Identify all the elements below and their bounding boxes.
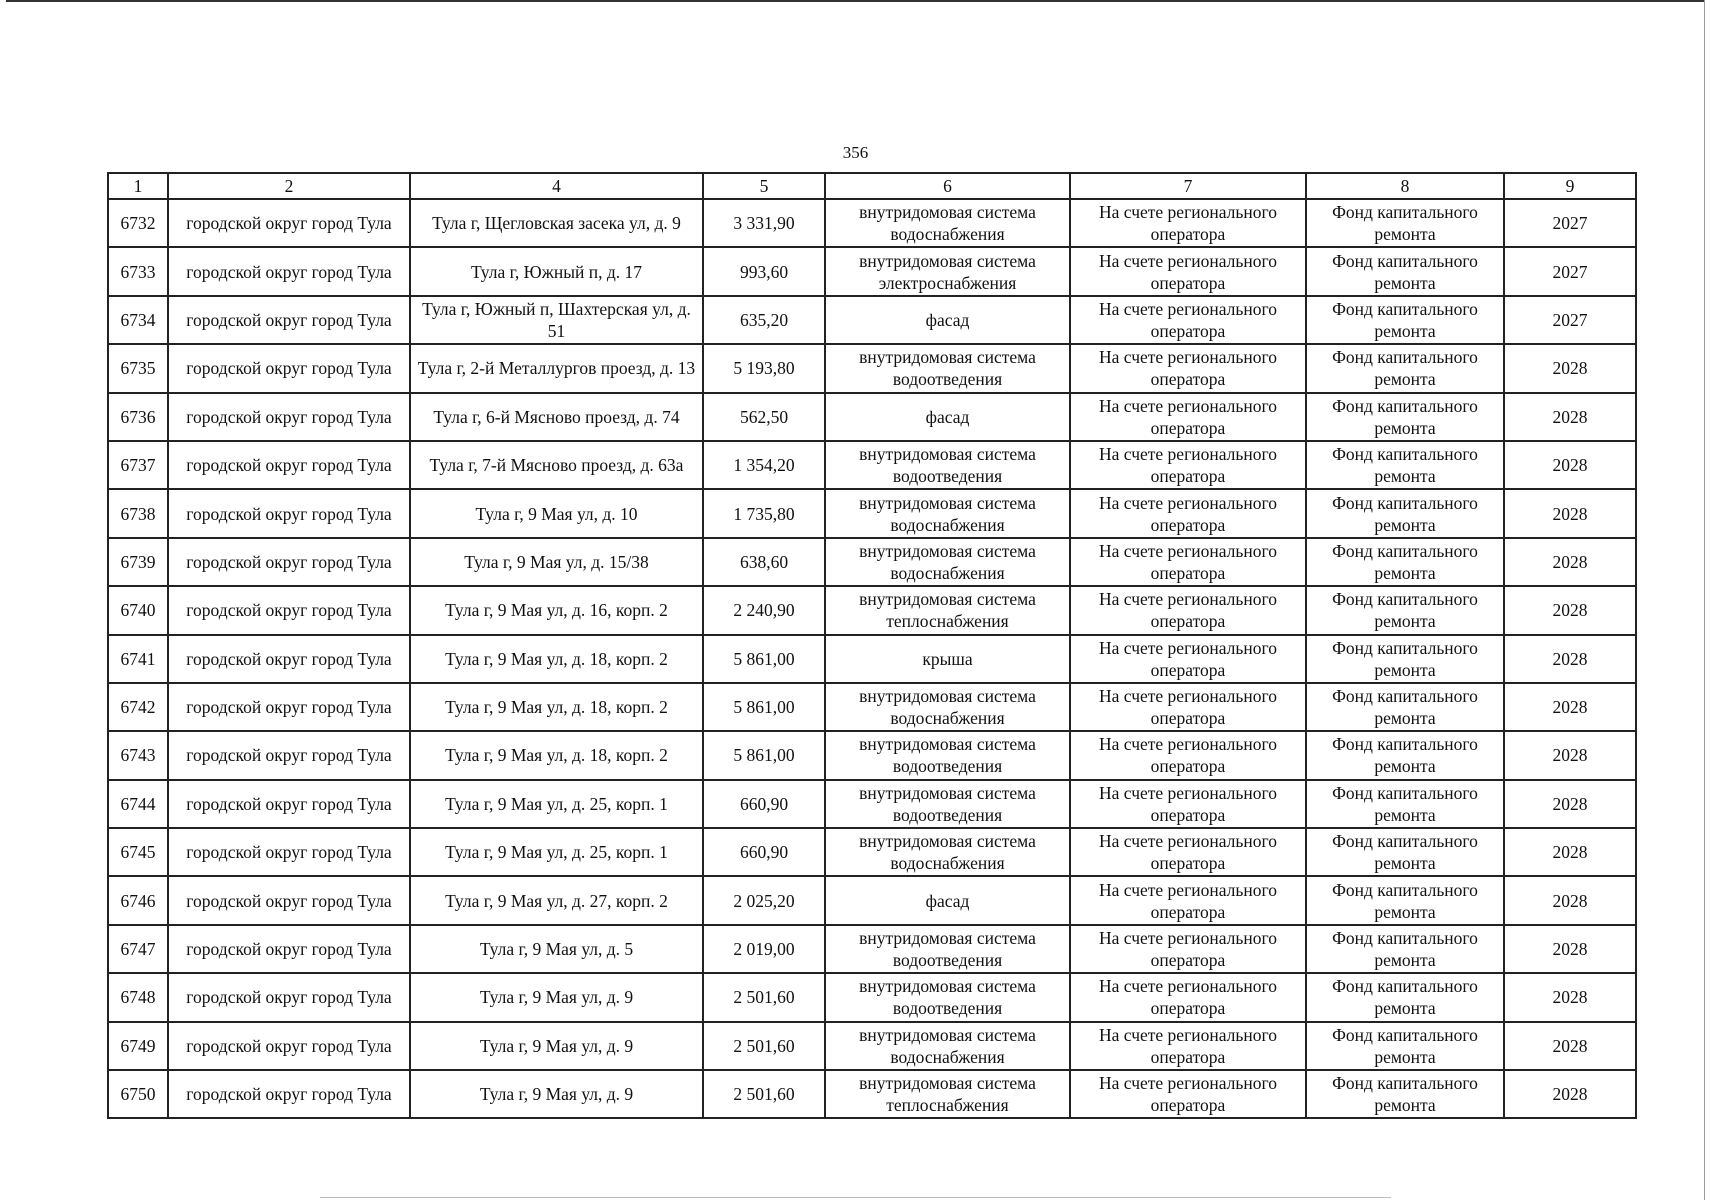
row-number-cell: 6745 [108,828,168,876]
work-type-cell: внутридомовая система водоснабжения [825,538,1070,586]
column-header: 6 [825,173,1070,199]
funding-source-cell: Фонд капитального ремонта [1306,489,1504,537]
register-table [107,172,1637,1119]
work-type-cell: внутридомовая система водоотведения [825,344,1070,392]
table-row [108,296,1636,344]
year-cell: 2028 [1504,1022,1636,1070]
municipality-cell: городской округ город Тула [168,925,410,973]
year-cell: 2028 [1504,489,1636,537]
table-row [108,780,1636,828]
table-row [108,489,1636,537]
fund-account-cell: На счете регионального оператора [1070,876,1306,924]
area-cell: 1 354,20 [703,441,825,489]
work-type-cell: фасад [825,393,1070,441]
row-number-cell: 6733 [108,247,168,295]
municipality-cell: городской округ город Тула [168,489,410,537]
year-cell: 2028 [1504,635,1636,683]
table-row [108,635,1636,683]
municipality-cell: городской округ город Тула [168,780,410,828]
funding-source-cell: Фонд капитального ремонта [1306,1070,1504,1118]
fund-account-cell: На счете регионального оператора [1070,199,1306,247]
fund-account-cell: На счете регионального оператора [1070,393,1306,441]
fund-account-cell: На счете регионального оператора [1070,973,1306,1021]
address-cell: Тула г, 9 Мая ул, д. 27, корп. 2 [410,876,703,924]
fund-account-cell: На счете регионального оператора [1070,1022,1306,1070]
year-cell: 2027 [1504,296,1636,344]
page-number: 356 [842,143,869,162]
year-cell: 2028 [1504,441,1636,489]
row-number-cell: 6749 [108,1022,168,1070]
row-number-cell: 6732 [108,199,168,247]
column-header: 8 [1306,173,1504,199]
year-cell: 2028 [1504,1070,1636,1118]
row-number-cell: 6742 [108,683,168,731]
funding-source-cell: Фонд капитального ремонта [1306,925,1504,973]
address-cell: Тула г, 6-й Мясново проезд, д. 74 [410,393,703,441]
work-type-cell: внутридомовая система водоснабжения [825,828,1070,876]
year-cell: 2028 [1504,973,1636,1021]
address-cell: Тула г, 2-й Металлургов проезд, д. 13 [410,344,703,392]
fund-account-cell: На счете регионального оператора [1070,780,1306,828]
funding-source-cell: Фонд капитального ремонта [1306,296,1504,344]
funding-source-cell: Фонд капитального ремонта [1306,538,1504,586]
funding-source-cell: Фонд капитального ремонта [1306,635,1504,683]
column-header: 2 [168,173,410,199]
row-number-cell: 6736 [108,393,168,441]
funding-source-cell: Фонд капитального ремонта [1306,780,1504,828]
work-type-cell: крыша [825,635,1070,683]
fund-account-cell: На счете регионального оператора [1070,635,1306,683]
municipality-cell: городской округ город Тула [168,247,410,295]
year-cell: 2027 [1504,247,1636,295]
column-header: 4 [410,173,703,199]
row-number-cell: 6735 [108,344,168,392]
scan-border-right [1704,0,1705,1200]
municipality-cell: городской округ город Тула [168,586,410,634]
address-cell: Тула г, 9 Мая ул, д. 25, корп. 1 [410,828,703,876]
area-cell: 2 501,60 [703,1022,825,1070]
row-number-cell: 6747 [108,925,168,973]
fund-account-cell: На счете регионального оператора [1070,731,1306,779]
row-number-cell: 6739 [108,538,168,586]
work-type-cell: внутридомовая система водоотведения [825,441,1070,489]
year-cell: 2028 [1504,586,1636,634]
work-type-cell: внутридомовая система водоснабжения [825,1022,1070,1070]
row-number-cell: 6748 [108,973,168,1021]
table-row [108,683,1636,731]
row-number-cell: 6737 [108,441,168,489]
address-cell: Тула г, 9 Мая ул, д. 18, корп. 2 [410,731,703,779]
year-cell: 2028 [1504,731,1636,779]
municipality-cell: городской округ город Тула [168,828,410,876]
row-number-cell: 6743 [108,731,168,779]
fund-account-cell: На счете регионального оператора [1070,489,1306,537]
fund-account-cell: На счете регионального оператора [1070,344,1306,392]
municipality-cell: городской округ город Тула [168,441,410,489]
year-cell: 2028 [1504,683,1636,731]
funding-source-cell: Фонд капитального ремонта [1306,876,1504,924]
area-cell: 3 331,90 [703,199,825,247]
work-type-cell: внутридомовая система водоотведения [825,973,1070,1021]
work-type-cell: фасад [825,296,1070,344]
table-row [108,731,1636,779]
column-header: 9 [1504,173,1636,199]
funding-source-cell: Фонд капитального ремонта [1306,731,1504,779]
row-number-cell: 6741 [108,635,168,683]
area-cell: 5 861,00 [703,731,825,779]
area-cell: 5 193,80 [703,344,825,392]
address-cell: Тула г, 9 Мая ул, д. 9 [410,973,703,1021]
address-cell: Тула г, 9 Мая ул, д. 9 [410,1070,703,1118]
funding-source-cell: Фонд капитального ремонта [1306,683,1504,731]
column-header: 1 [108,173,168,199]
table-row [108,1022,1636,1070]
table-row [108,344,1636,392]
table-row [108,973,1636,1021]
row-number-cell: 6738 [108,489,168,537]
address-cell: Тула г, 7-й Мясново проезд, д. 63а [410,441,703,489]
scan-border-top [6,0,1705,2]
year-cell: 2028 [1504,876,1636,924]
area-cell: 660,90 [703,828,825,876]
municipality-cell: городской округ город Тула [168,296,410,344]
scan-border-bottom [320,1197,1391,1198]
area-cell: 2 240,90 [703,586,825,634]
table-row [108,925,1636,973]
municipality-cell: городской округ город Тула [168,393,410,441]
fund-account-cell: На счете регионального оператора [1070,538,1306,586]
year-cell: 2028 [1504,538,1636,586]
area-cell: 993,60 [703,247,825,295]
funding-source-cell: Фонд капитального ремонта [1306,1022,1504,1070]
funding-source-cell: Фонд капитального ремонта [1306,828,1504,876]
municipality-cell: городской округ город Тула [168,199,410,247]
table-row [108,828,1636,876]
address-cell: Тула г, 9 Мая ул, д. 15/38 [410,538,703,586]
municipality-cell: городской округ город Тула [168,1022,410,1070]
work-type-cell: внутридомовая система теплоснабжения [825,1070,1070,1118]
address-cell: Тула г, 9 Мая ул, д. 16, корп. 2 [410,586,703,634]
municipality-cell: городской округ город Тула [168,1070,410,1118]
work-type-cell: внутридомовая система водоснабжения [825,683,1070,731]
table-row [108,199,1636,247]
work-type-cell: внутридомовая система теплоснабжения [825,586,1070,634]
work-type-cell: внутридомовая система водоснабжения [825,199,1070,247]
row-number-cell: 6744 [108,780,168,828]
fund-account-cell: На счете регионального оператора [1070,296,1306,344]
funding-source-cell: Фонд капитального ремонта [1306,199,1504,247]
address-cell: Тула г, Щегловская засека ул, д. 9 [410,199,703,247]
municipality-cell: городской округ город Тула [168,635,410,683]
fund-account-cell: На счете регионального оператора [1070,441,1306,489]
table-row [108,586,1636,634]
column-header: 7 [1070,173,1306,199]
work-type-cell: внутридомовая система водоотведения [825,731,1070,779]
funding-source-cell: Фонд капитального ремонта [1306,247,1504,295]
year-cell: 2028 [1504,828,1636,876]
address-cell: Тула г, 9 Мая ул, д. 18, корп. 2 [410,683,703,731]
row-number-cell: 6740 [108,586,168,634]
municipality-cell: городской округ город Тула [168,683,410,731]
table-row [108,1070,1636,1118]
area-cell: 562,50 [703,393,825,441]
header-row [108,173,1636,199]
year-cell: 2027 [1504,199,1636,247]
municipality-cell: городской округ город Тула [168,876,410,924]
funding-source-cell: Фонд капитального ремонта [1306,344,1504,392]
area-cell: 660,90 [703,780,825,828]
area-cell: 635,20 [703,296,825,344]
area-cell: 5 861,00 [703,635,825,683]
municipality-cell: городской округ город Тула [168,973,410,1021]
address-cell: Тула г, 9 Мая ул, д. 9 [410,1022,703,1070]
fund-account-cell: На счете регионального оператора [1070,1070,1306,1118]
area-cell: 1 735,80 [703,489,825,537]
work-type-cell: фасад [825,876,1070,924]
area-cell: 2 025,20 [703,876,825,924]
work-type-cell: внутридомовая система водоотведения [825,780,1070,828]
funding-source-cell: Фонд капитального ремонта [1306,393,1504,441]
municipality-cell: городской округ город Тула [168,731,410,779]
work-type-cell: внутридомовая система водоснабжения [825,489,1070,537]
fund-account-cell: На счете регионального оператора [1070,586,1306,634]
funding-source-cell: Фонд капитального ремонта [1306,973,1504,1021]
fund-account-cell: На счете регионального оператора [1070,247,1306,295]
area-cell: 5 861,00 [703,683,825,731]
funding-source-cell: Фонд капитального ремонта [1306,586,1504,634]
address-cell: Тула г, 9 Мая ул, д. 18, корп. 2 [410,635,703,683]
area-cell: 2 501,60 [703,1070,825,1118]
row-number-cell: 6734 [108,296,168,344]
table-row [108,247,1636,295]
table-row [108,393,1636,441]
year-cell: 2028 [1504,344,1636,392]
year-cell: 2028 [1504,780,1636,828]
area-cell: 2 019,00 [703,925,825,973]
funding-source-cell: Фонд капитального ремонта [1306,441,1504,489]
area-cell: 638,60 [703,538,825,586]
address-cell: Тула г, 9 Мая ул, д. 5 [410,925,703,973]
fund-account-cell: На счете регионального оператора [1070,925,1306,973]
address-cell: Тула г, 9 Мая ул, д. 10 [410,489,703,537]
fund-account-cell: На счете регионального оператора [1070,683,1306,731]
municipality-cell: городской округ город Тула [168,538,410,586]
row-number-cell: 6746 [108,876,168,924]
work-type-cell: внутридомовая система электроснабжения [825,247,1070,295]
municipality-cell: городской округ город Тула [168,344,410,392]
work-type-cell: внутридомовая система водоотведения [825,925,1070,973]
table-row [108,538,1636,586]
address-cell: Тула г, Южный п, д. 17 [410,247,703,295]
address-cell: Тула г, 9 Мая ул, д. 25, корп. 1 [410,780,703,828]
column-header: 5 [703,173,825,199]
year-cell: 2028 [1504,925,1636,973]
table-row [108,876,1636,924]
fund-account-cell: На счете регионального оператора [1070,828,1306,876]
row-number-cell: 6750 [108,1070,168,1118]
table-row [108,441,1636,489]
address-cell: Тула г, Южный п, Шахтерская ул, д. 51 [410,296,703,344]
area-cell: 2 501,60 [703,973,825,1021]
year-cell: 2028 [1504,393,1636,441]
